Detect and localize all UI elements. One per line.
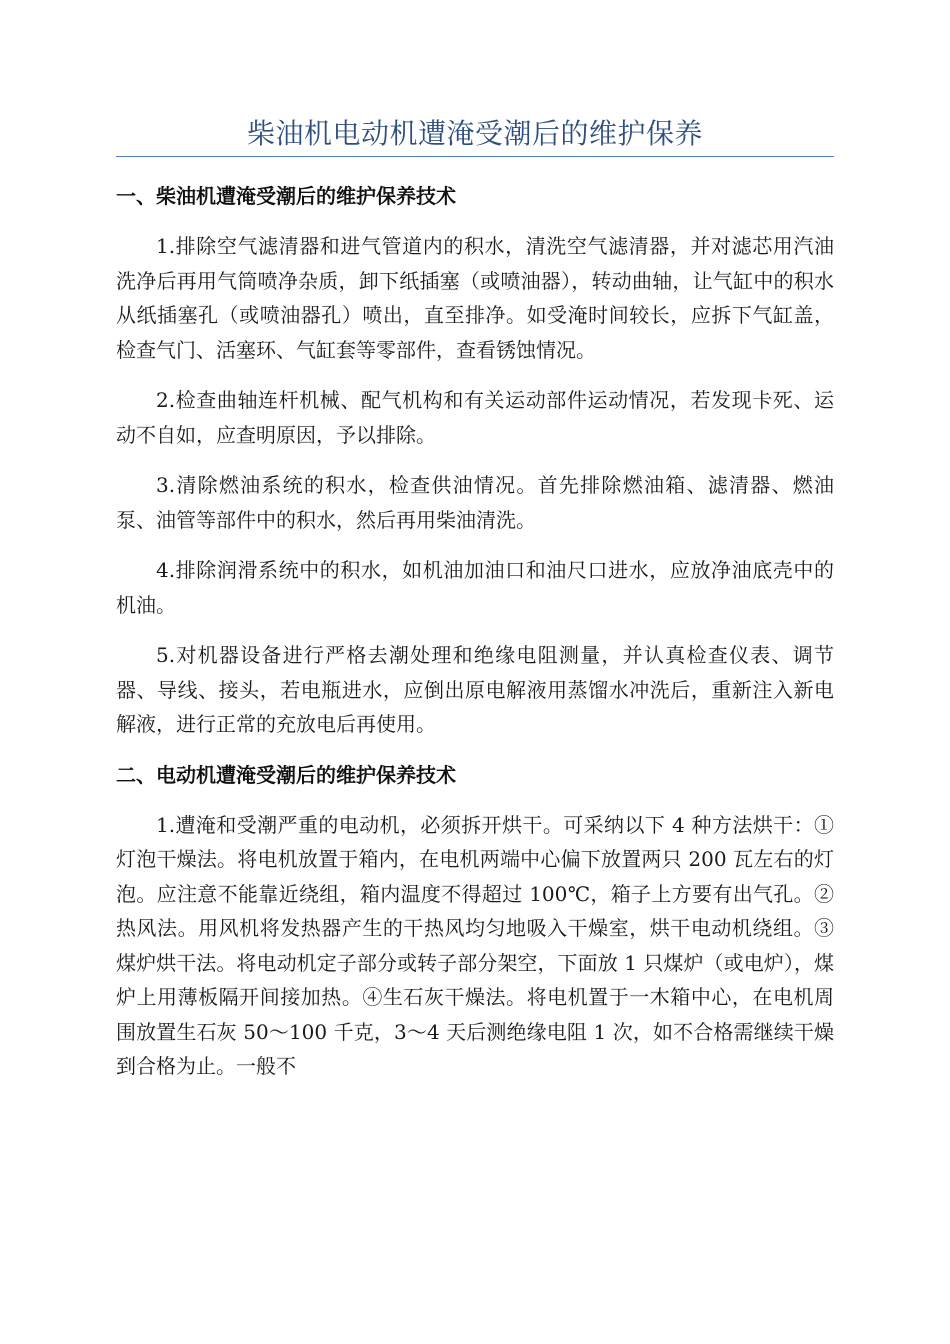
paragraph-diesel-4: 4.排除润滑系统中的积水，如机油加油口和油尺口进水，应放净油底壳中的机油。 bbox=[116, 558, 834, 617]
paragraph-diesel-5: 5.对机器设备进行严格去潮处理和绝缘电阻测量，并认真检查仪表、调节器、导线、接头，若电瓶进水，应倒出原电解液用蒸馏水冲洗后，重新注入新电解液，进行正常的充放电后再使用。 bbox=[116, 643, 834, 736]
section-motor bbox=[116, 758, 834, 1084]
section-diesel bbox=[116, 179, 834, 742]
section-heading-motor: 二、电动机遭淹受潮后的维护保养技术 bbox=[116, 762, 456, 787]
section-heading-diesel: 一、柴油机遭淹受潮后的维护保养技术 bbox=[116, 184, 456, 208]
paragraph-motor-1: 1.遭淹和受潮严重的电动机，必须拆开烘干。可采纳以下 4 种方法烘干：①灯泡干燥法。将电机放置于箱内，在电机两端中心偏下放置两只 200 瓦左右的灯泡。应注意不能靠近绕组，箱内温度不得超过 100℃，箱子上方要有出气孔。②热风法。用风机将发热器产生的干热风均匀地吸入干燥室，烘干电动机绕组。③煤炉烘干法。将电动机定子部分或转子部分架空，下面放 1 只煤炉（或电炉），煤炉上用薄板隔开间接加热。④生石灰干燥法。将电机置于一木箱中心，在电机周围放置生石灰 50～100 千克，3～4 天后测绝缘电阻 1 次，如不合格需继续干燥到合格为止。一般不 bbox=[116, 812, 834, 1078]
paragraph-diesel-3: 3.清除燃油系统的积水，检查供油情况。首先排除燃油箱、滤清器、燃油泵、油管等部件中的积水，然后再用柴油清洗。 bbox=[116, 473, 834, 532]
document-title: 柴油机电动机遭淹受潮后的维护保养 bbox=[246, 117, 703, 150]
paragraph-diesel-2: 2.检查曲轴连杆机械、配气机构和有关运动部件运动情况，若发现卡死、运动不自如，应查明原因，予以排除。 bbox=[116, 388, 834, 447]
title-underline bbox=[116, 156, 834, 157]
document-page bbox=[116, 0, 834, 1084]
paragraph-diesel-1: 1.排除空气滤清器和进气管道内的积水，清洗空气滤清器，并对滤芯用汽油洗净后再用气筒喷净杂质，卸下纸插塞（或喷油器），转动曲轴，让气缸中的积水从纸插塞孔（或喷油器孔）喷出，直至排净。如受淹时间较长，应拆下气缸盖，检查气门、活塞环、气缸套等零部件，查看锈蚀情况。 bbox=[116, 234, 834, 362]
